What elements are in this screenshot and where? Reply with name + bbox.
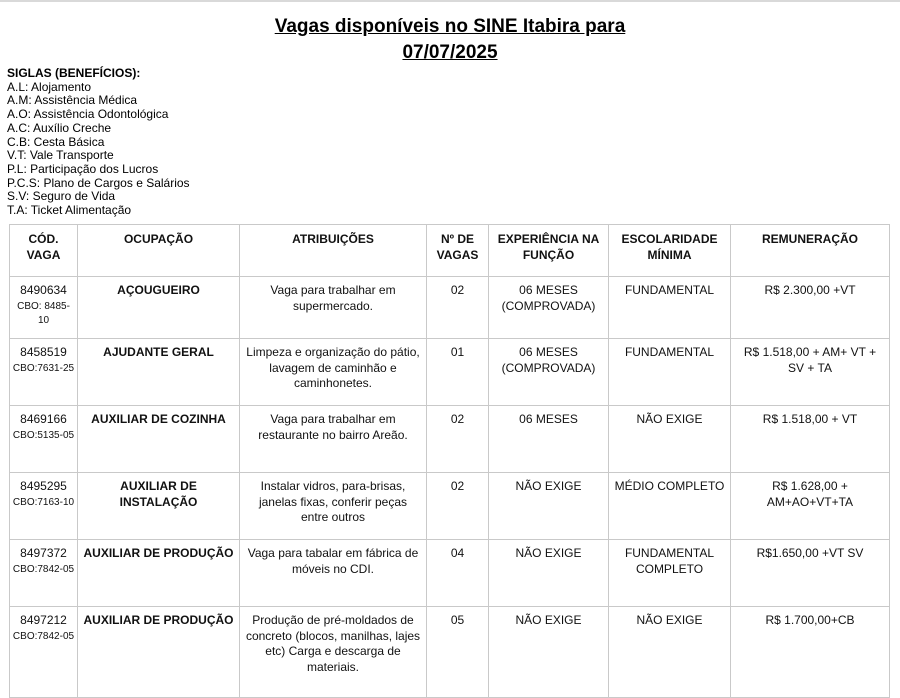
- table-row: [10, 607, 890, 698]
- header-code: CÓD. VAGA: [10, 225, 78, 277]
- header-education: ESCOLARIDADE MÍNIMA: [609, 225, 731, 277]
- cell-vacancies: 02: [427, 406, 489, 473]
- cell-experience: NÃO EXIGE: [489, 607, 609, 698]
- cell-occupation: AJUDANTE GERAL: [78, 339, 240, 406]
- cell-pay: R$ 1.628,00 + AM+AO+VT+TA: [731, 473, 890, 540]
- cell-duties: Vaga para tabalar em fábrica de móveis no CDI.: [240, 540, 427, 607]
- cell-education: FUNDAMENTAL: [609, 277, 731, 339]
- cbo-code: CBO:5135-05: [12, 429, 75, 441]
- cell-code: [10, 607, 78, 698]
- cell-pay: R$1.650,00 +VT SV: [731, 540, 890, 607]
- table-header-row: [10, 225, 890, 277]
- legend-item: A.C: Auxílio Creche: [7, 120, 112, 135]
- cbo-code: CBO:7163-10: [12, 496, 75, 508]
- cell-duties: Vaga para trabalhar em supermercado.: [240, 277, 427, 339]
- table-row: [10, 540, 890, 607]
- header-pay: REMUNERAÇÃO: [731, 225, 890, 277]
- legend-item: C.B: Cesta Básica: [7, 134, 105, 149]
- page-title: [0, 14, 900, 66]
- legend-item: V.T: Vale Transporte: [7, 148, 114, 163]
- cbo-code: CBO:7842-05: [12, 630, 75, 642]
- legend-item: P.C.S: Plano de Cargos e Salários: [7, 175, 190, 190]
- vacancy-code: 8458519: [20, 345, 67, 359]
- cbo-code: CBO:7842-05: [12, 563, 75, 575]
- vacancy-code: 8497372: [20, 546, 67, 560]
- cell-vacancies: 02: [427, 473, 489, 540]
- cell-education: MÉDIO COMPLETO: [609, 473, 731, 540]
- vacancy-code: 8497212: [20, 613, 67, 627]
- cell-vacancies: 04: [427, 540, 489, 607]
- legend-item: T.A: Ticket Alimentação: [7, 203, 132, 218]
- cell-pay: R$ 2.300,00 +VT: [731, 277, 890, 339]
- job-vacancies-table: [9, 224, 890, 698]
- cbo-code: CBO:7631-25: [12, 362, 75, 374]
- table-row: [10, 277, 890, 339]
- legend-item: A.O: Assistência Odontológica: [7, 107, 169, 122]
- legend-item: S.V: Seguro de Vida: [7, 189, 116, 204]
- cell-experience: NÃO EXIGE: [489, 540, 609, 607]
- cell-pay: R$ 1.518,00 + VT: [731, 406, 890, 473]
- cell-experience: 06 MESES (COMPROVADA): [489, 339, 609, 406]
- legend-item: A.M: Assistência Médica: [7, 93, 138, 108]
- benefits-legend: [7, 67, 190, 218]
- cell-occupation: AUXILIAR DE INSTALAÇÃO: [78, 473, 240, 540]
- cell-education: NÃO EXIGE: [609, 607, 731, 698]
- cell-vacancies: 01: [427, 339, 489, 406]
- cell-occupation: AUXILIAR DE COZINHA: [78, 406, 240, 473]
- vacancy-code: 8495295: [20, 479, 67, 493]
- vacancy-code: 8490634: [20, 283, 67, 297]
- cell-experience: NÃO EXIGE: [489, 473, 609, 540]
- cell-code: [10, 406, 78, 473]
- cell-duties: Produção de pré-moldados de concreto (blocos, manilhas, lajes etc) Carga e descarga de materiais.: [240, 607, 427, 698]
- header-duties: ATRIBUIÇÕES: [240, 225, 427, 277]
- cell-occupation: AUXILIAR DE PRODUÇÃO: [78, 607, 240, 698]
- table-row: [10, 339, 890, 406]
- top-border: [0, 0, 900, 2]
- cell-code: [10, 277, 78, 339]
- cell-education: NÃO EXIGE: [609, 406, 731, 473]
- header-occupation: OCUPAÇÃO: [78, 225, 240, 277]
- cell-vacancies: 05: [427, 607, 489, 698]
- cell-code: [10, 339, 78, 406]
- table-row: [10, 406, 890, 473]
- header-experience: EXPERIÊNCIA NA FUNÇÃO: [489, 225, 609, 277]
- legend-item: P.L: Participação dos Lucros: [7, 161, 159, 176]
- cell-education: FUNDAMENTAL COMPLETO: [609, 540, 731, 607]
- title-date: 07/07/2025: [402, 42, 498, 63]
- cell-vacancies: 02: [427, 277, 489, 339]
- cell-duties: Vaga para trabalhar em restaurante no bairro Areão.: [240, 406, 427, 473]
- cell-education: FUNDAMENTAL: [609, 339, 731, 406]
- cell-code: [10, 473, 78, 540]
- vacancy-code: 8469166: [20, 412, 67, 426]
- cbo-code: CBO: 8485-10: [17, 300, 70, 326]
- cell-experience: 06 MESES (COMPROVADA): [489, 277, 609, 339]
- table-row: [10, 473, 890, 540]
- cell-occupation: AUXILIAR DE PRODUÇÃO: [78, 540, 240, 607]
- title-line-1: Vagas disponíveis no SINE Itabira para: [274, 16, 626, 37]
- cell-code: [10, 540, 78, 607]
- cell-pay: R$ 1.700,00+CB: [731, 607, 890, 698]
- cell-duties: Limpeza e organização do pátio, lavagem de caminhão e caminhonetes.: [240, 339, 427, 406]
- legend-heading: SIGLAS (BENEFÍCIOS):: [7, 66, 141, 80]
- cell-pay: R$ 1.518,00 + AM+ VT + SV + TA: [731, 339, 890, 406]
- legend-item: A.L: Alojamento: [7, 79, 92, 94]
- cell-duties: Instalar vidros, para-brisas, janelas fixas, conferir peças entre outros: [240, 473, 427, 540]
- cell-occupation: AÇOUGUEIRO: [78, 277, 240, 339]
- header-vacancies: Nº DE VAGAS: [427, 225, 489, 277]
- cell-experience: 06 MESES: [489, 406, 609, 473]
